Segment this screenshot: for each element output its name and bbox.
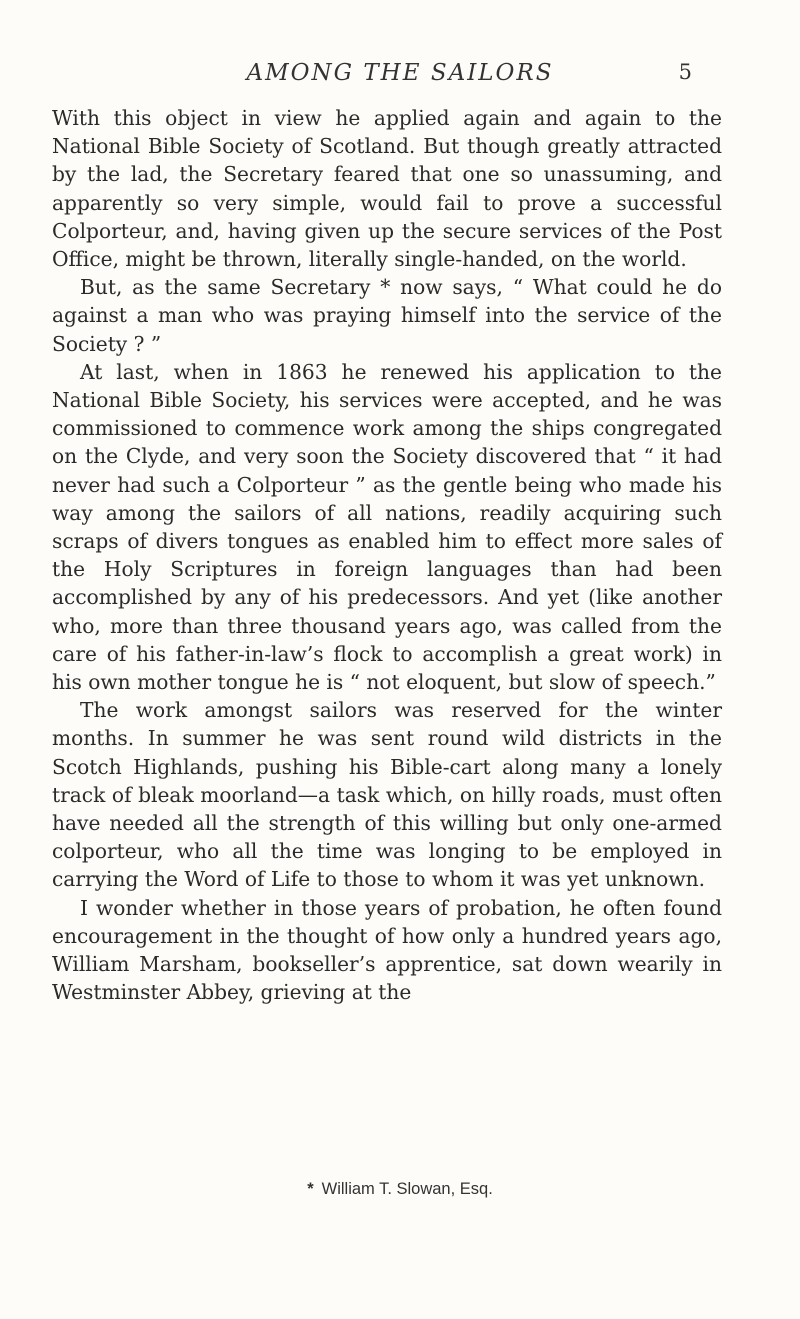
paragraph: The work amongst sailors was reserved for the winter months. In summer he was sent round wild districts in the Scotch Highlands, pushing his Bible-cart along many a lonely track of bleak moorland—a task which, on hilly roads, must often have needed all the strength of this willing but only one-armed colporteur, who all the time was longing to be employed in carrying the Word of Life to those to whom it was yet unknown.	[52, 698, 722, 892]
footnote	[0, 1180, 800, 1199]
page-number: 5	[678, 60, 692, 84]
paragraph: But, as the same Secretary * now says, “ What could he do against a man who was praying himself into the service of the Society ? ”	[52, 275, 722, 356]
paragraph: At last, when in 1863 he renewed his application to the National Bible Society, his services were accepted, and he was commissioned to commence work among the ships congregated on the Clyde, and very soon the Society discovered that “ it had never had such a Colporteur ” as the gentle being who made his way among the sailors of all nations, readily acquiring such scraps of divers tongues as enabled him to effect more sales of the Holy Scriptures in foreign languages than had been accomplished by any of his predecessors. And yet (like another who, more than three thousand years ago, was called from the care of his father-in-law’s flock to accomplish a great work) in his own mother tongue he is “ not eloquent, but slow of speech.”	[52, 359, 722, 695]
paragraph: I wonder whether in those years of probation, he often found encouragement in the thought of how only a hundred years ago, William Marsham, bookseller’s apprentice, sat down wearily in Westminster Abbey, grieving at the	[52, 895, 722, 1005]
footnote-text: William T. Slowan, Esq.	[321, 1180, 493, 1198]
body-text	[52, 104, 722, 1007]
page-header	[0, 60, 800, 94]
footnote-marker: *	[307, 1180, 314, 1198]
running-head: AMONG THE SAILORS	[246, 60, 554, 86]
paragraph: With this object in view he applied again and again to the National Bible Society of Scotland. But though greatly attracted by the lad, the Secretary feared that one so unassuming, and apparently so very simple, would fail to prove a successful Colporteur, and, having given up the secure services of the Post Office, might be thrown, literally single-handed, on the world.	[52, 106, 722, 272]
